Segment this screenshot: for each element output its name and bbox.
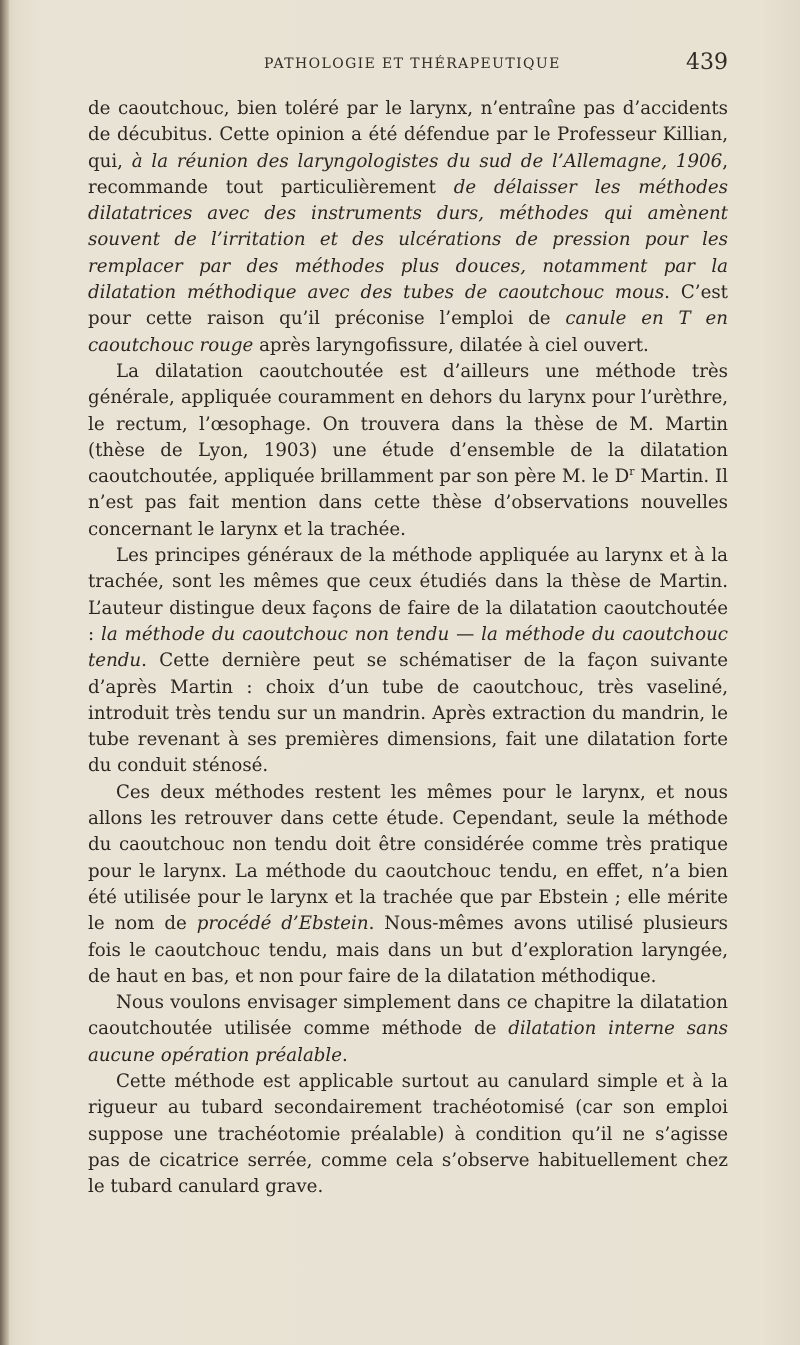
text-run: Cette méthode est applicable surtout au canulard simple et à la rigueur au tubard secondairement trachéotomisé (car son emploi suppose une trachéotomie préalable) à condition qu’il ne s’agisse pas de cicatrice serrée, comme cela s’observe habituellement chez le tubard canulard grave.: [88, 1070, 728, 1198]
italic-run: à la réunion des laryngologistes du sud de l’Allemagne, 1906: [131, 150, 723, 172]
italic-run: la méthode du caoutchouc non tendu: [101, 623, 450, 645]
paragraph: [88, 359, 728, 543]
text-run: . C’est pour cette raison qu’il préconise l’emploi de: [88, 282, 728, 330]
text-run: Nous voulons envisager simplement dans ce chapitre la dilatation caoutchoutée utilisée comme méthode de: [88, 992, 728, 1040]
superscript-run: r: [629, 465, 635, 479]
italic-run: la méthode du caoutchouc tendu: [88, 623, 728, 672]
page-number: 439: [686, 50, 728, 75]
text-run: . Nous-mêmes avons utilisé plusieurs fois le caoutchouc tendu, mais dans un but d’exploration laryngée, de haut en bas, et non pour faire de la dilatation méthodique.: [88, 913, 728, 987]
text-run: —: [449, 623, 482, 645]
text-run: après laryngofissure, dilatée à ciel ouvert.: [253, 334, 649, 356]
paragraph: [88, 780, 728, 990]
running-head: PATHOLOGIE ET THÉRAPEUTIQUE: [264, 56, 561, 72]
paragraph: [88, 543, 728, 780]
body-text: [88, 96, 728, 1200]
text-run: .: [342, 1044, 348, 1066]
text-run: . Cette dernière peut se schématiser de la façon suivante d’après Martin : choix d’un tube de caoutchouc, très vaseliné, introduit très tendu sur un mandrin. Après extraction du mandrin, le tube revenant à ses premières dimensions, fait une dilatation forte du conduit sténosé.: [88, 650, 728, 777]
text-run: , recommande tout particulièrement: [88, 150, 728, 198]
italic-run: procédé d’Ebstein: [196, 913, 369, 935]
text-run: Les principes généraux de la méthode appliquée au larynx et à la trachée, sont les mêmes que ceux étudiés dans la thèse de Martin. L’auteur distingue deux façons de faire de la dilatation caoutchoutée :: [88, 545, 728, 645]
text-run: La dilatation caoutchoutée est d’ailleurs une méthode très générale, appliquée couramment en dehors du larynx pour l’urèthre, le rectum, l’œsophage. On trouvera dans la thèse de M. Martin (thèse de Lyon, 1903) une étude d’ensemble de la dilatation caoutchoutée, appliquée brillamment par son père M. le D: [88, 360, 728, 488]
italic-run: de délaisser les méthodes dilatatrices avec des instruments durs, méthodes qui amènent souvent de l’irritation et des ulcérations de pression pour les remplacer par des méthodes plus douces, notamment par la dilatation méthodique avec des tubes de caoutchouc mous: [88, 176, 728, 304]
page-header: [88, 50, 728, 80]
italic-run: dilatation interne sans aucune opération préalable: [88, 1018, 728, 1066]
page-binding-edge: [0, 0, 9, 1345]
text-run: de caoutchouc, bien toléré par le larynx, n’entraîne pas d’accidents de décubitus. Cette opinion a été défendue par le Professeur Killian, qui,: [88, 98, 728, 172]
paragraph: [88, 1069, 728, 1200]
paragraph: [88, 96, 728, 359]
text-run: Martin. Il n’est pas fait mention dans cette thèse d’observations nouvelles concernant le larynx et la trachée.: [88, 466, 728, 540]
text-run: Ces deux méthodes restent les mêmes pour le larynx, et nous allons les retrouver dans cette étude. Cependant, seule la méthode du caoutchouc non tendu doit être considérée comme très pratique pour le larynx. La méthode du caoutchouc tendu, en effet, n’a bien été utilisée pour le larynx et la trachée que par Ebstein ; elle mérite le nom de: [88, 781, 728, 935]
italic-run: canule en T en caoutchouc rouge: [88, 308, 728, 356]
paragraph: [88, 990, 728, 1069]
